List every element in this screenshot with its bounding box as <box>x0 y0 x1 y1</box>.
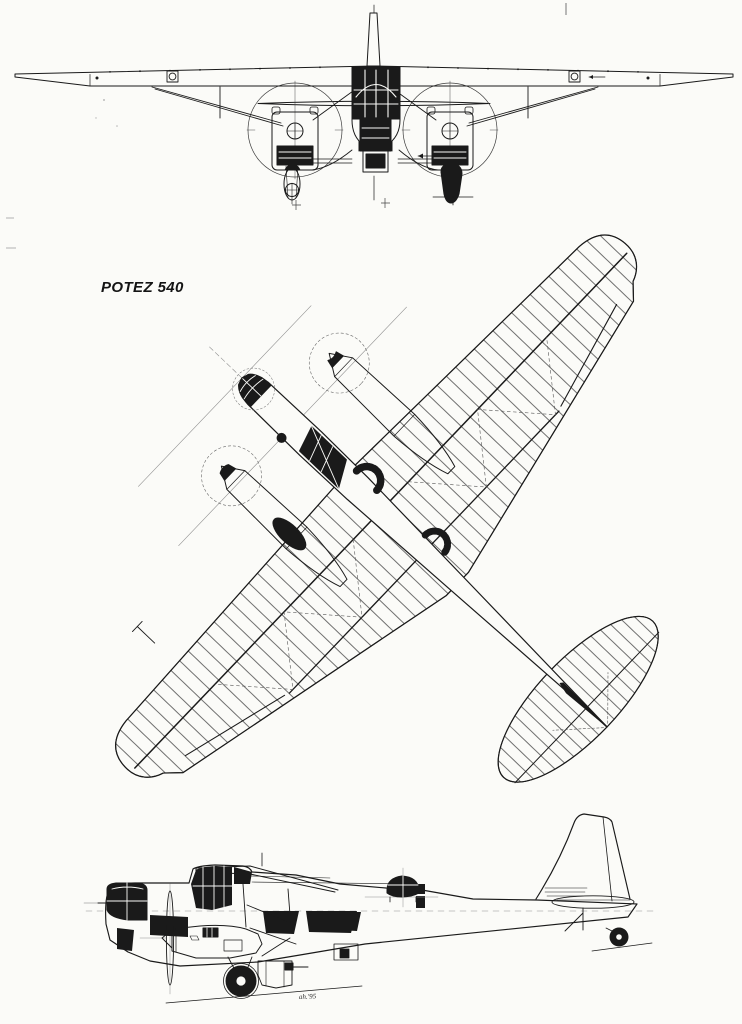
artist-signature: ah.'95 <box>298 992 317 1001</box>
drawing-title: POTEZ 540 <box>101 279 184 296</box>
